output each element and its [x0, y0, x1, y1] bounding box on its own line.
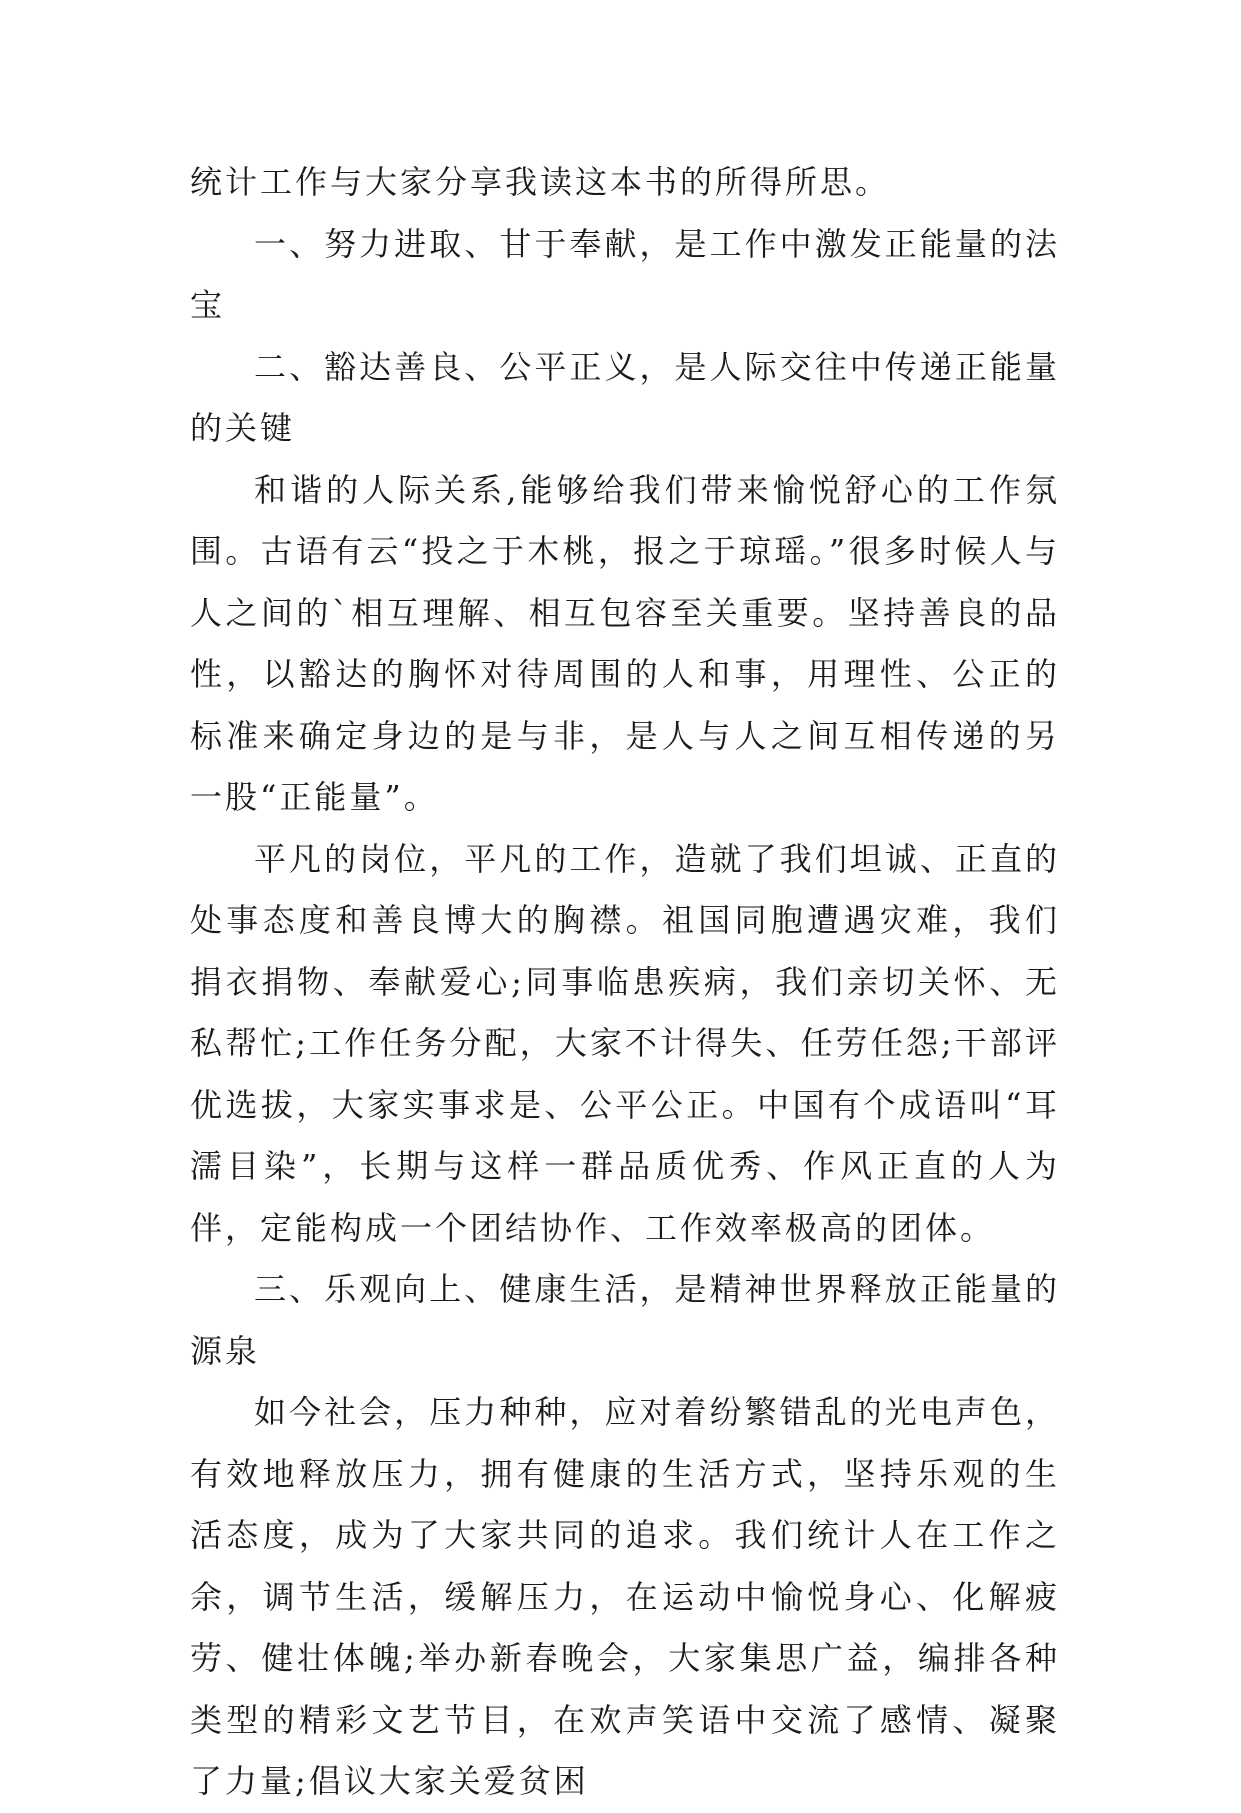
paragraph-ordinary-posts: 平凡的岗位，平凡的工作，造就了我们坦诚、正直的处事态度和善良博大的胸襟。祖国同胞遭遇灾难，我们捐衣捐物、奉献爱心;同事临患疾病，我们亲切关怀、无私帮忙;工作任务分配，大家不计得失、任劳任怨;干部评优选拔，大家实事求是、公平公正。中国有个成语叫“耳濡目染”，长期与这样一群品质优秀、作风正直的人为伴，定能构成一个团结协作、工作效率极高的团体。: [190, 839, 1060, 1247]
heading-section-two: 二、豁达善良、公平正义，是人际交往中传递正能量的关键: [190, 347, 1060, 447]
heading-section-one: 一、努力进取、甘于奉献，是工作中激发正能量的法宝: [190, 224, 1060, 324]
document-body: [190, 152, 1060, 1813]
heading-section-three: 三、乐观向上、健康生活，是精神世界释放正能量的源泉: [190, 1270, 1060, 1370]
paragraph-harmony: 和谐的人际关系,能够给我们带来愉悦舒心的工作氛围。古语有云“投之于木桃，报之于琼瑶。”很多时候人与人之间的`相互理解、相互包容至关重要。坚持善良的品性，以豁达的胸怀对待周围的人和事，用理性、公正的标准来确定身边的是与非，是人与人之间互相传递的另一股“正能量”。: [190, 470, 1060, 816]
paragraph-continued-intro: 统计工作与大家分享我读这本书的所得所思。: [190, 163, 891, 201]
paragraph-modern-society: 如今社会，压力种种，应对着纷繁错乱的光电声色，有效地释放压力，拥有健康的生活方式，坚持乐观的生活态度，成为了大家共同的追求。我们统计人在工作之余，调节生活，缓解压力，在运动中愉悦身心、化解疲劳、健壮体魄;举办新春晚会，大家集思广益，编排各种类型的精彩文艺节目，在欢声笑语中交流了感情、凝聚了力量;倡议大家关爱贫困: [190, 1393, 1060, 1800]
